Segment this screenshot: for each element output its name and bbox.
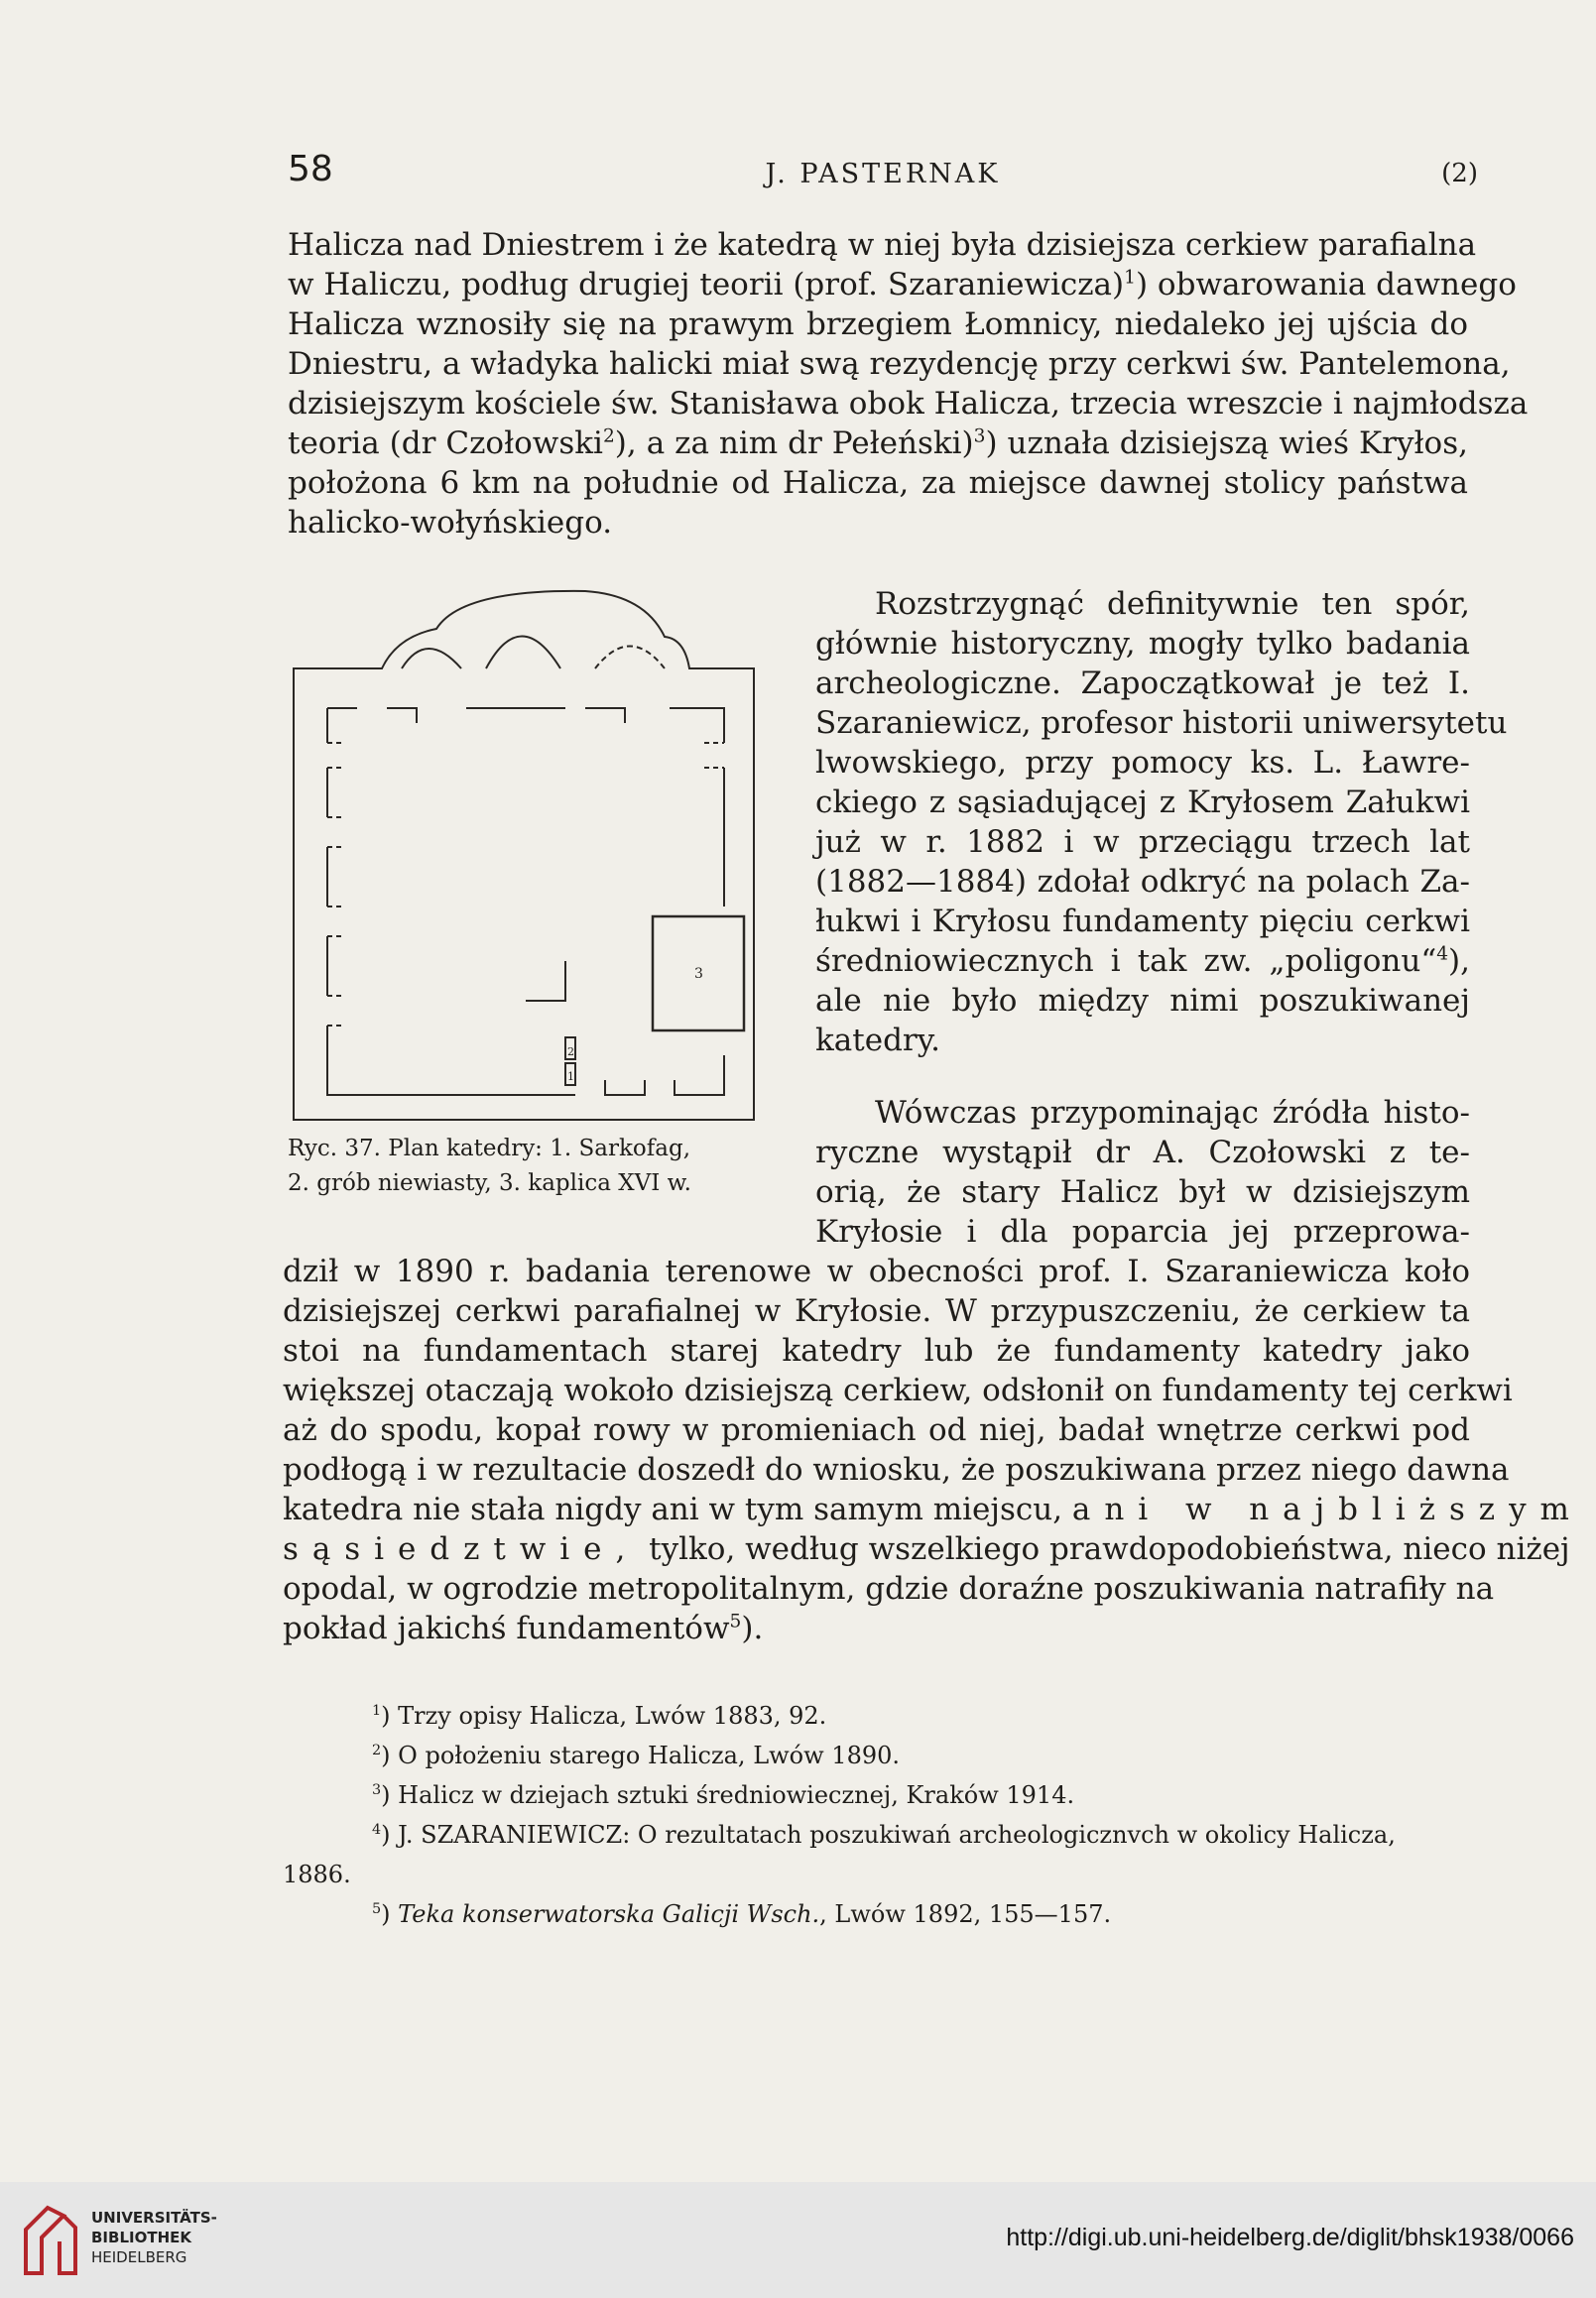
paragraph-1 [288, 225, 1529, 543]
cathedral-plan-drawing [288, 579, 774, 1125]
text-line: aż do spodu, kopał rowy w promieniach od niej, badał wnętrze cerkwi pod [283, 1412, 1470, 1448]
footnotes [283, 1696, 1473, 1934]
plan-inner-wall [327, 708, 575, 1095]
text-line: orią, że stary Halicz był w dzisiejszym [815, 1174, 1470, 1210]
text-line: opodal, w ogrodzie metropolitalnym, gdzie doraźne poszukiwania natrafiły na [283, 1571, 1495, 1607]
page-number: 58 [288, 149, 333, 189]
text-line: dził w 1890 r. badania terenowe w obecności prof. I. Szaraniewicza koło [283, 1254, 1470, 1289]
text-line: położona 6 km na południe od Halicza, za miejsce dawnej stolicy państwa [288, 465, 1468, 501]
text-line: katedry. [815, 1023, 940, 1058]
spaced-emphasis: sąsiedztwie, [283, 1531, 640, 1567]
running-title: J. PASTERNAK [765, 159, 1001, 189]
text-line: ckiego z sąsiadującej z Kryłosem Załukwi [815, 785, 1470, 820]
text-line: dzisiejszej cerkwi parafialnej w Kryłosie. W przypuszczeniu, że cerkiew ta [283, 1293, 1470, 1329]
footnote: $^2$) O położeniu starego Halicza, Lwów 1890. [372, 1742, 900, 1769]
paragraph-3-full [283, 1252, 1583, 1648]
text-line: stoi na fundamentach starej katedry lub że fundamenty katedry jako [283, 1333, 1470, 1369]
plan-inner-wall [327, 743, 342, 1026]
text-line: halicko-wołyńskiego. [288, 505, 613, 541]
text-line: katedra nie stała nigdy ani w tym samym miejscu, ani w najbliższym [283, 1492, 1583, 1527]
plan-label-grave: 2 [567, 1045, 574, 1058]
floor-plan-figure [288, 579, 774, 1224]
spaced-emphasis: ani w najbliższym [1071, 1492, 1583, 1527]
text-line: Halicza wznosiły się na prawym brzegiem Łomnicy, niedaleko jej ujścia do [288, 306, 1468, 342]
text-line: archeologiczne. Zapoczątkował je też I. [815, 665, 1470, 701]
text-line: lwowskiego, przy pomocy ks. L. Ławre- [815, 745, 1470, 781]
plan-label-sarcophagus: 1 [567, 1070, 574, 1083]
text-line: pokład jakichś fundamentów$^5$). [283, 1611, 764, 1646]
source-url-link[interactable]: http://digi.ub.uni-heidelberg.de/diglit/bhsk1938/0066 [1006, 2224, 1574, 2251]
plan-pillar [526, 961, 565, 1001]
plan-label-chapel: 3 [694, 966, 703, 982]
figure-caption [288, 1132, 774, 1201]
text-line: łukwi i Kryłosu fundamenty pięciu cerkwi [815, 904, 1470, 939]
text-line: już w r. 1882 i w przeciągu trzech lat [815, 824, 1470, 860]
text-line: większej otaczają wokoło dzisiejszą cerkiew, odsłonił on fundamenty tej cerkwi [283, 1373, 1513, 1408]
library-logo-icon [18, 2202, 81, 2279]
text-line: w Haliczu, podług drugiej teorii (prof. Szaraniewicza)$^1$) obwarowania dawnego [288, 267, 1517, 302]
footnote-ref: 1 [1124, 267, 1136, 289]
footnote: $^3$) Halicz w dziejach sztuki średniowiecznej, Kraków 1914. [372, 1781, 1075, 1809]
footnote: $^5$) Teka konserwatorska Galicji Wsch., Lwów 1892, 155—157. [372, 1900, 1112, 1928]
footnote: $^4$) J. SZARANIEWICZ: O rezultatach poszukiwań archeologicznvch w okolicy Halicza, 1886. [283, 1821, 1396, 1888]
running-head [288, 149, 1478, 198]
text-line: głównie historyczny, mogły tylko badania [815, 626, 1470, 662]
footnote-ref: 4 [1436, 943, 1449, 965]
text-line: Szaraniewicz, profesor historii uniwersytetu [815, 705, 1508, 741]
text-line: ale nie było między nimi poszukiwanej [815, 983, 1470, 1019]
plan-inner-wall [704, 743, 724, 768]
text-line: Wówczas przypominając źródła histo- [875, 1095, 1470, 1131]
plan-apse-center [486, 637, 560, 669]
plan-apse-right [595, 647, 665, 669]
caption-line: 2. grób niewiasty, 3. kaplica XVI w. [288, 1170, 691, 1196]
text-line: sąsiedztwie, tylko, według wszelkiego prawdopodobieństwa, nieco niżej [283, 1531, 1570, 1567]
text-line: Dniestru, a władyka halicki miał swą rezydencję przy cerkwi św. Pantelemona, [288, 346, 1511, 382]
plan-pillar [605, 1055, 724, 1095]
plan-apse-left [402, 649, 461, 668]
issue-number: (2) [1441, 159, 1478, 188]
paragraph-3-column [815, 1093, 1470, 1252]
footnote-ref: 3 [973, 425, 986, 447]
text-line: ryczne wystąpił dr A. Czołowski z te- [815, 1135, 1470, 1170]
text-line: dzisiejszym kościele św. Stanisława obok Halicza, trzecia wreszcie i najmłodsza [288, 386, 1529, 422]
library-name: UNIVERSITÄTS- BIBLIOTHEK HEIDELBERG [91, 2209, 217, 2266]
text-line: średniowiecznych i tak zw. „poligonu“$^4$), [815, 943, 1470, 979]
plan-inner-wall [327, 708, 724, 743]
text-line: Halicza nad Dniestrem i że katedrą w niej była dzisiejsza cerkiew parafialna [288, 227, 1477, 263]
footnote-ref: 5 [729, 1611, 742, 1633]
text-line: podłogą i w rezultacie doszedł do wniosku, że poszukiwana przez niego dawna [283, 1452, 1510, 1488]
text-line: Rozstrzygnąć definitywnie ten spór, [875, 586, 1470, 622]
text-line: (1882—1884) zdołał odkryć na polach Za- [815, 864, 1470, 900]
digitization-footer [0, 2182, 1596, 2298]
plan-outer-wall [294, 591, 754, 1120]
footnote-ref: 2 [602, 425, 615, 447]
paragraph-2 [815, 584, 1508, 1060]
text-line: teoria (dr Czołowski$^2$), a za nim dr Pełeński)$^3$) uznała dzisiejszą wieś Kryłos, [288, 425, 1468, 461]
footnote: $^1$) Trzy opisy Halicza, Lwów 1883, 92. [372, 1702, 827, 1730]
caption-line: Ryc. 37. Plan katedry: 1. Sarkofag, [288, 1136, 691, 1161]
text-line: Kryłosie i dla poparcia jej przeprowa- [815, 1214, 1470, 1250]
